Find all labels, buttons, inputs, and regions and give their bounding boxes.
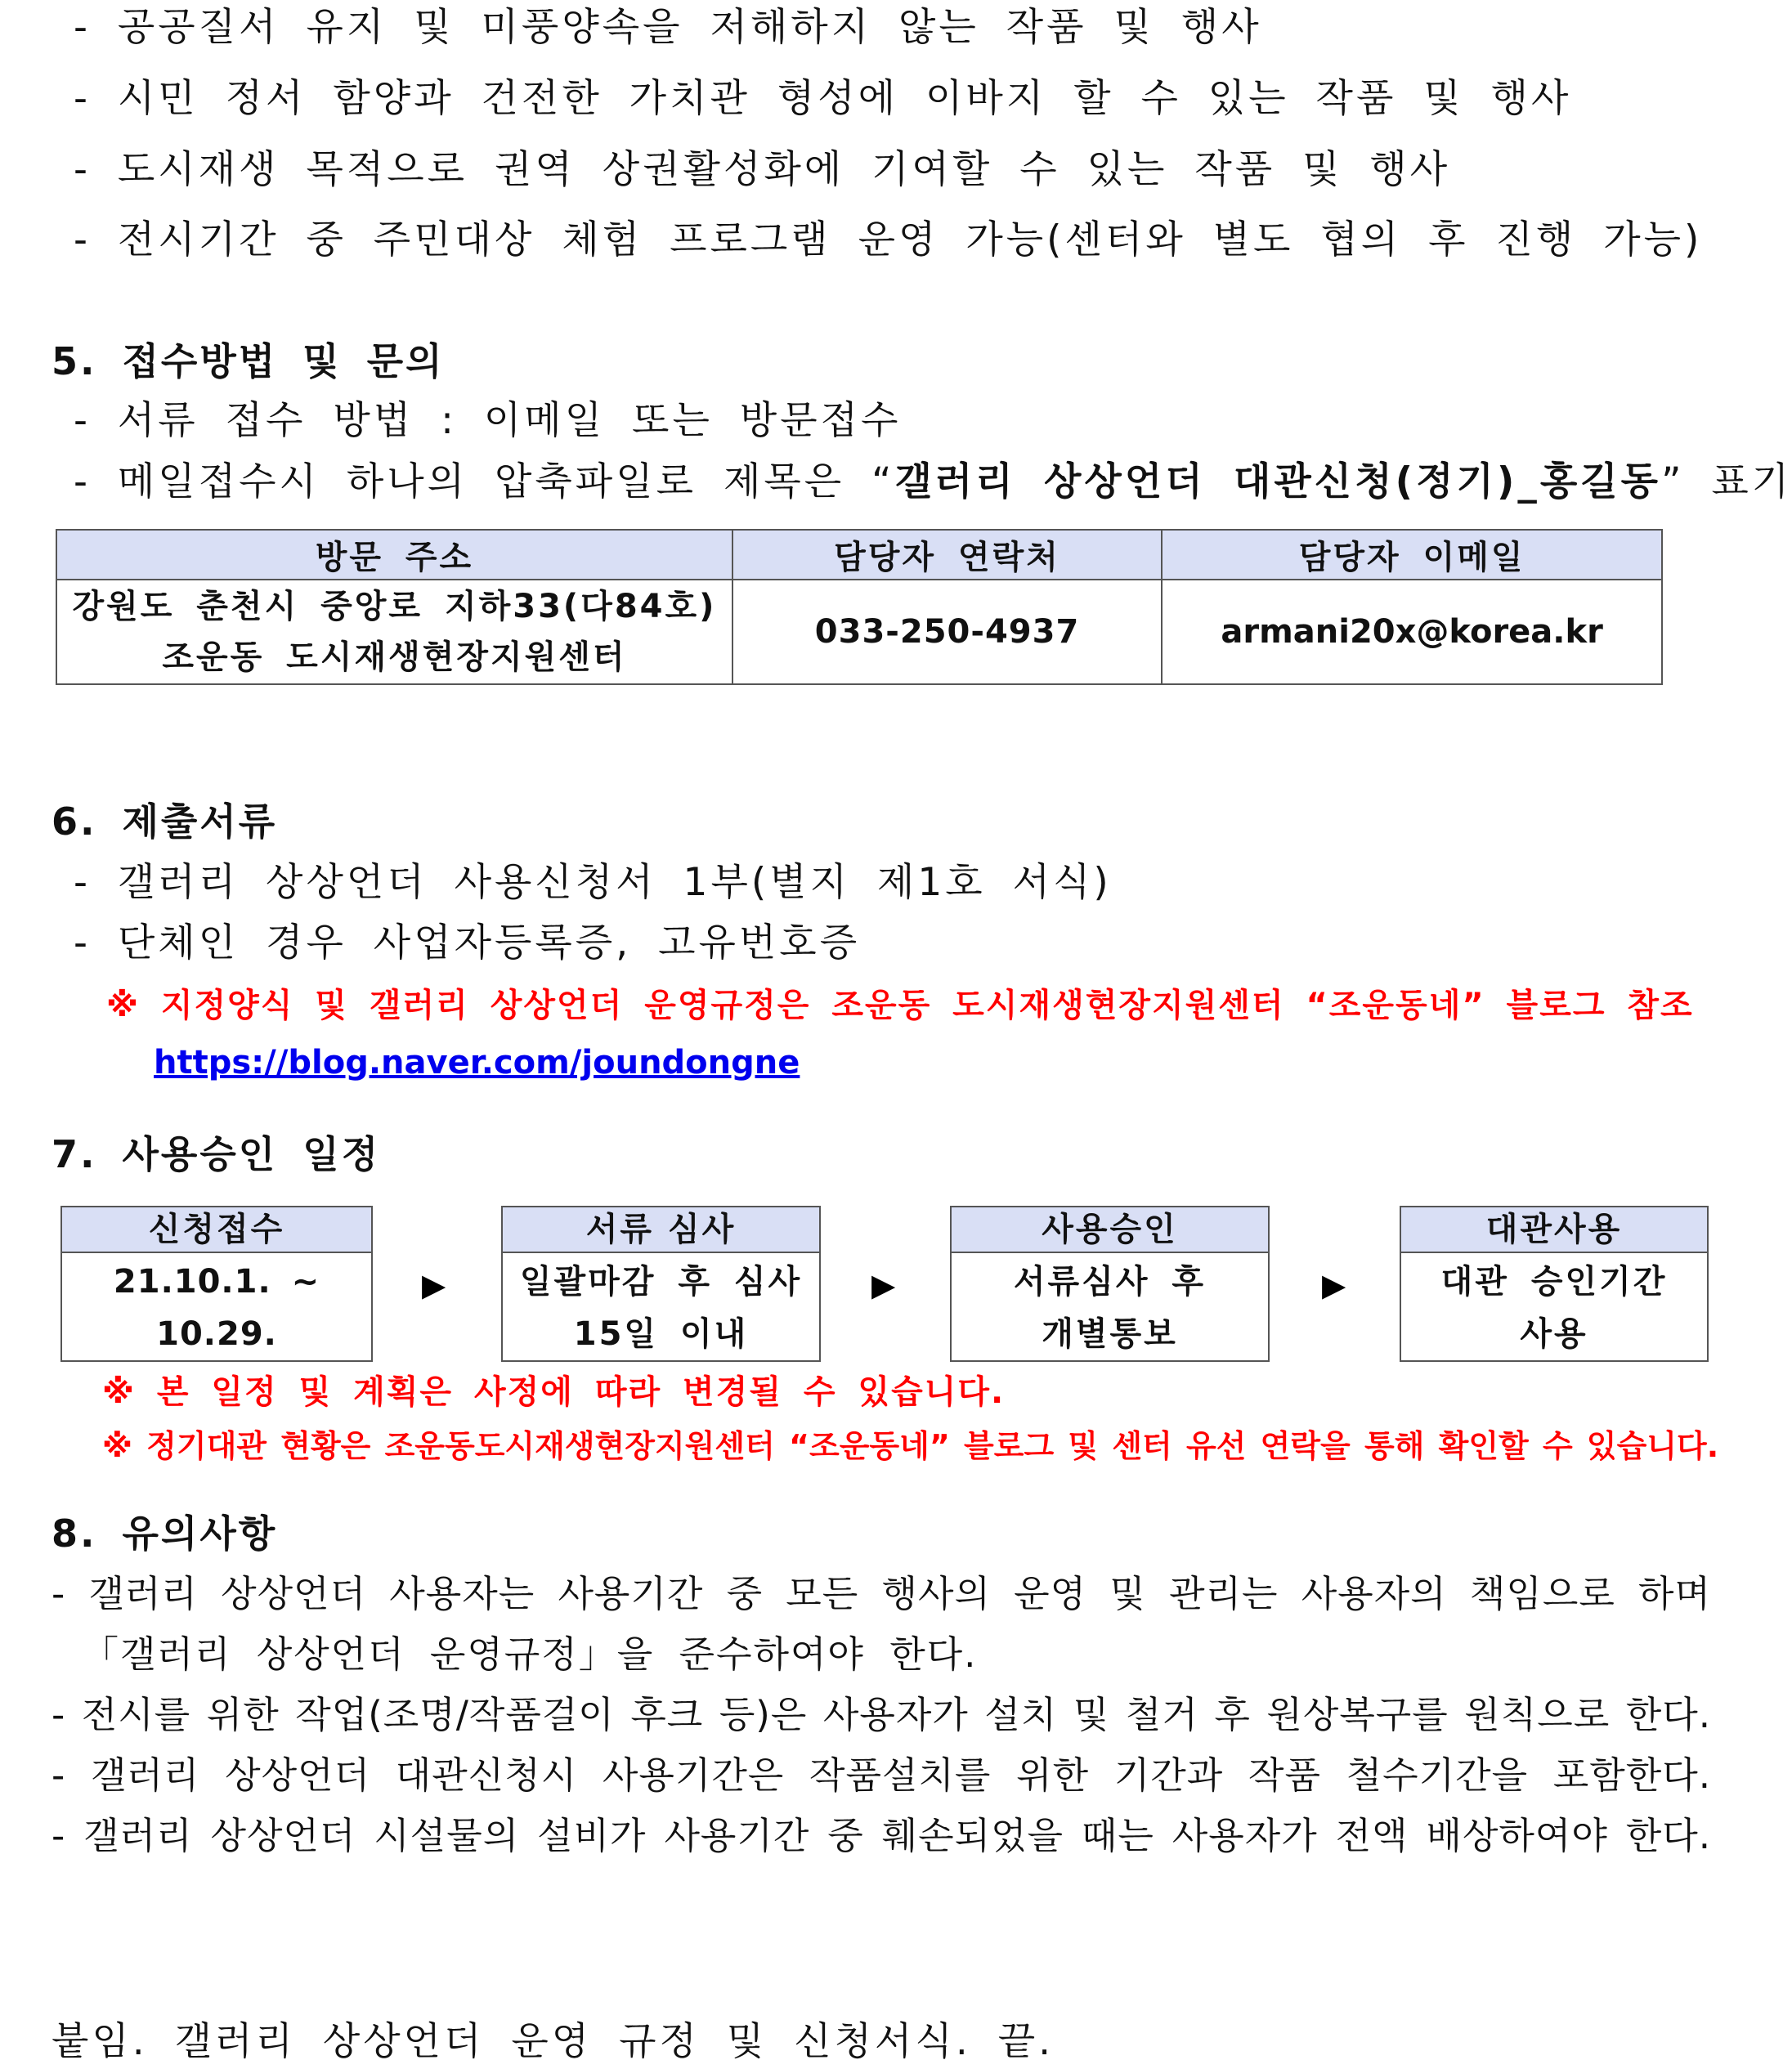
criteria-item-3: - 도시재생 목적으로 권역 상권활성화에 기여할 수 있는 작품 및 행사 <box>74 147 1451 192</box>
step-line: 개별통보 <box>1042 1314 1178 1353</box>
closing-attachment: 붙임. 갤러리 상상언더 운영 규정 및 신청서식. 끝. <box>52 2019 1055 2064</box>
step-head: 서류 심사 <box>503 1207 819 1253</box>
section8-title: 8. 유의사항 <box>52 1511 278 1556</box>
email-subject-format: 갤러리 상상언더 대관신청(정기)_홍길동 <box>894 459 1662 504</box>
step-head: 사용승인 <box>952 1207 1268 1253</box>
section8-item-2: - 전시를 위한 작업(조명/작품걸이 후크 등)은 사용자가 설치 및 철거 후 원상복구를 원칙으로 한다. <box>52 1693 1711 1736</box>
header-email: 담당자 이메일 <box>1162 530 1662 580</box>
criteria-item-4: - 전시기간 중 주민대상 체험 프로그램 운영 가능(센터와 별도 협의 후 진행 가능) <box>74 217 1703 262</box>
section8-item-1-line-1: - 갤러리 상상언더 사용자는 사용기간 중 모든 행사의 운영 및 관리는 사용자의 책임으로 하며 <box>52 1572 1711 1615</box>
schedule-step-apply <box>60 1206 373 1362</box>
header-address: 방문 주소 <box>56 530 732 580</box>
step-line: 일괄마감 후 심사 <box>519 1262 803 1301</box>
step-line: 대관 승인기간 <box>1440 1262 1668 1301</box>
section8-item-4: - 갤러리 상상언더 시설물의 설비가 사용기간 중 훼손되었을 때는 사용자가 전액 배상하여야 한다. <box>52 1814 1711 1857</box>
arrow-right-icon: ▶ <box>871 1267 896 1303</box>
blog-link[interactable]: https://blog.naver.com/joundongne <box>154 1044 800 1082</box>
step-head: 신청접수 <box>62 1207 371 1253</box>
schedule-note-1: ※ 본 일정 및 계획은 사정에 따라 변경될 수 있습니다. <box>102 1373 1006 1411</box>
section8-item-1-line-2: 「갤러리 상상언더 운영규정」을 준수하여야 한다. <box>82 1632 978 1676</box>
criteria-item-1: - 공공질서 유지 및 미풍양속을 저해하지 않는 작품 및 행사 <box>74 5 1262 50</box>
section6-title: 6. 제출서류 <box>52 799 278 844</box>
address-line-2: 조운동 도시재생현장지원센터 <box>162 638 627 676</box>
header-phone: 담당자 연락처 <box>732 530 1162 580</box>
step-line: 15일 이내 <box>573 1314 749 1353</box>
section6-item-1: - 갤러리 상상언더 사용신청서 1부(별지 제1호 서식) <box>74 860 1112 905</box>
section5-item-1: - 서류 접수 방법 : 이메일 또는 방문접수 <box>74 398 902 443</box>
section6-item-2: - 단체인 경우 사업자등록증, 고유번호증 <box>74 920 861 965</box>
phone-cell: 033-250-4937 <box>732 580 1162 684</box>
step-body <box>62 1253 371 1362</box>
step-body <box>503 1253 819 1362</box>
step-head: 대관사용 <box>1401 1207 1707 1253</box>
step-line: 사용 <box>1520 1314 1588 1353</box>
schedule-step-use <box>1400 1206 1709 1362</box>
contact-table <box>56 529 1663 685</box>
step-line: 서류심사 후 <box>1013 1262 1207 1301</box>
section5-item-2: - 메일접수시 하나의 압축파일로 제목은 “갤러리 상상언더 대관신청(정기)_홍길동” 표기 <box>74 459 1792 504</box>
schedule-step-approval <box>950 1206 1270 1362</box>
criteria-item-2: - 시민 정서 함양과 건전한 가치관 형성에 이바지 할 수 있는 작품 및 행사 <box>74 76 1572 121</box>
address-line-1: 강원도 춘천시 중앙로 지하33(다84호) <box>72 588 717 625</box>
email-cell[interactable]: armani20x@korea.kr <box>1162 580 1662 684</box>
schedule-note-2: ※ 정기대관 현황은 조운동도시재생현장지원센터 “조운동네” 블로그 및 센터 유선 연락을 통해 확인할 수 있습니다. <box>102 1428 1719 1464</box>
section5-title: 5. 접수방법 및 문의 <box>52 339 445 383</box>
section6-note: ※ 지정양식 및 갤러리 상상언더 운영규정은 조운동 도시재생현장지원센터 “조운동네” 블로그 참조 <box>106 987 1694 1024</box>
section7-title: 7. 사용승인 일정 <box>52 1132 381 1176</box>
step-line: 21.10.1. ~ 10.29. <box>113 1262 320 1353</box>
address-cell <box>56 580 732 684</box>
step-body <box>1401 1253 1707 1362</box>
arrow-right-icon: ▶ <box>1322 1267 1346 1303</box>
section8-item-3: - 갤러리 상상언더 대관신청시 사용기간은 작품설치를 위한 기간과 작품 철수기간을 포함한다. <box>52 1753 1711 1797</box>
arrow-right-icon: ▶ <box>422 1267 446 1303</box>
schedule-step-review <box>501 1206 821 1362</box>
step-body <box>952 1253 1268 1362</box>
